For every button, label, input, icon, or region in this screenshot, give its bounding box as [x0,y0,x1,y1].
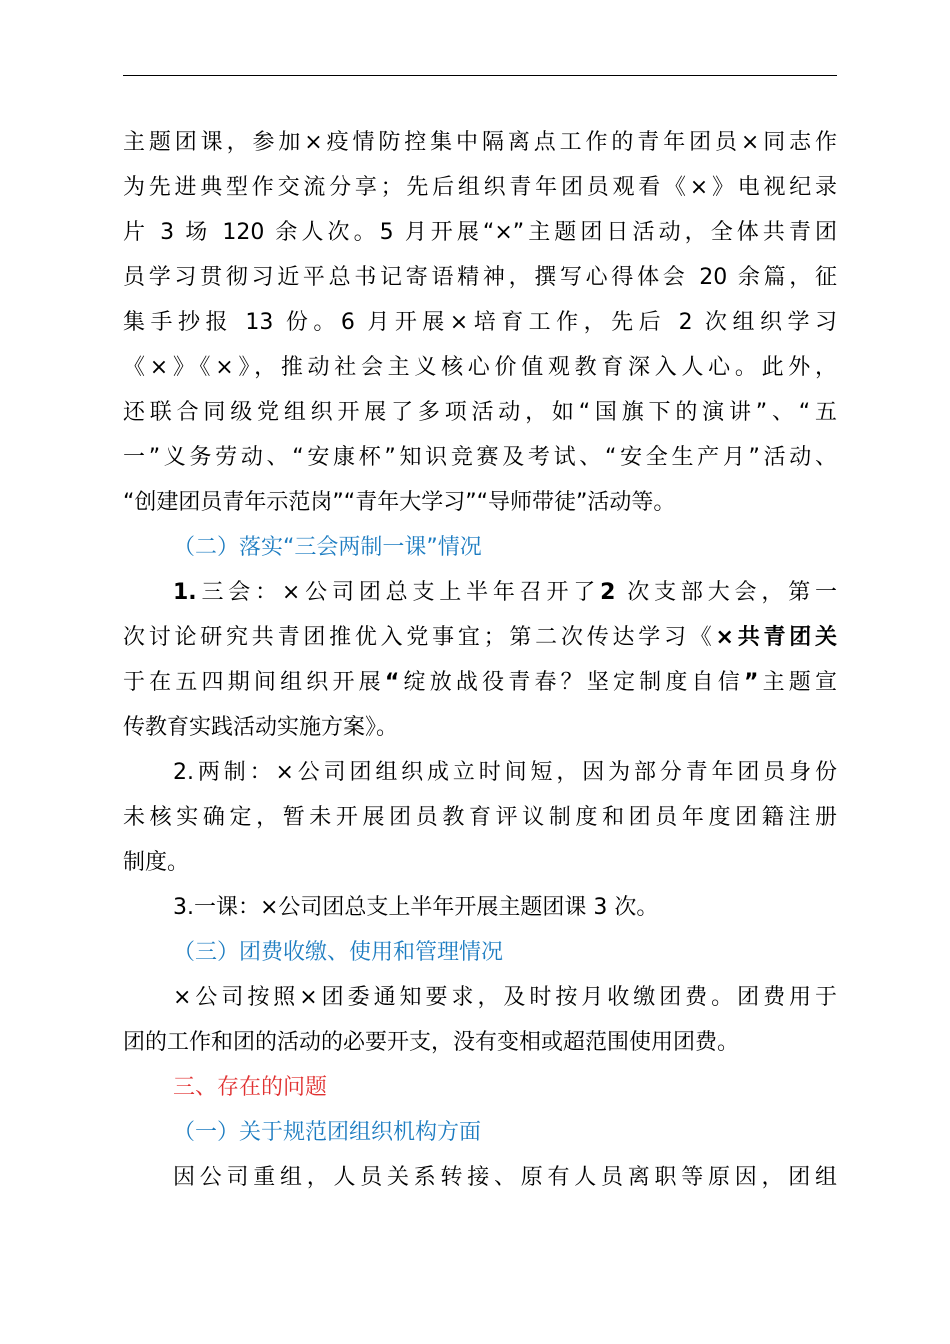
text-line: 未核实确定，暂未开展团员教育评议制度和团员年度团籍注册 [123,805,837,830]
text-line: 集手抄报 13 份。6 月开展×培育工作，先后 2 次组织学习 [123,310,837,335]
paragraph-fees [123,975,837,1065]
paragraph-last: 因公司重组，人员关系转接、原有人员离职等原因，团组 [173,1165,837,1190]
item-two-systems [123,750,837,885]
text-line: 传教育实践活动实施方案》。 [123,715,399,740]
text-line: 还联合同级党组织开展了多项活动，如“国旗下的演讲”、“五 [123,400,837,425]
section-heading-2-2: （二）落实“三会两制一课”情况 [173,535,482,560]
text-line: 2.两制：×公司团组织成立时间短，因为部分青年团员身份 [173,760,837,785]
text-line: 次讨论研究共青团推优入党事宜；第二次传达学习《×共青团关 [123,625,837,650]
text-line: 制度。 [123,850,190,875]
text-line: 团的工作和团的活动的必要开支，没有变相或超范围使用团费。 [123,1030,740,1055]
text-line: 为先进典型作交流分享；先后组织青年团员观看《×》电视纪录 [123,175,837,200]
text-line: 于在五四期间组织开展“绽放战役青春？坚定制度自信”主题宣 [123,670,837,695]
section-heading-3-1: （一）关于规范团组织机构方面 [173,1120,482,1145]
item-three-meetings [123,570,837,750]
header-rule [123,75,837,76]
item-one-lesson: 3.一课：×公司团总支上半年开展主题团课 3 次。 [173,895,659,920]
text-line: 《×》《×》，推动社会主义核心价值观教育深入人心。此外， [123,355,837,380]
text-line: 一”义务劳动、“安康杯”知识竞赛及考试、“安全生产月”活动、 [123,445,837,470]
meeting-count: 2 [600,580,616,605]
text-line: 员学习贯彻习近平总书记寄语精神，撰写心得体会 20 余篇，征 [123,265,837,290]
text-line: 1.三会：×公司团总支上半年召开了2 次支部大会，第一 [173,580,838,605]
text-line: 主题团课，参加×疫情防控集中隔离点工作的青年团员×同志作 [123,130,837,155]
text-line: ×公司按照×团委通知要求，及时按月收缴团费。团费用于 [173,985,837,1010]
section-heading-3: 三、存在的问题 [173,1075,328,1100]
section-heading-2-3: （三）团费收缴、使用和管理情况 [173,940,504,965]
item-number: 1. [173,580,197,605]
document-body [123,120,837,1200]
text-line: “创建团员青年示范岗”“青年大学习”“导师带徒”活动等。 [123,490,676,515]
paragraph-activities [123,120,837,525]
text-line: 片 3 场 120 余人次。5 月开展“×”主题团日活动，全体共青团 [123,220,837,245]
